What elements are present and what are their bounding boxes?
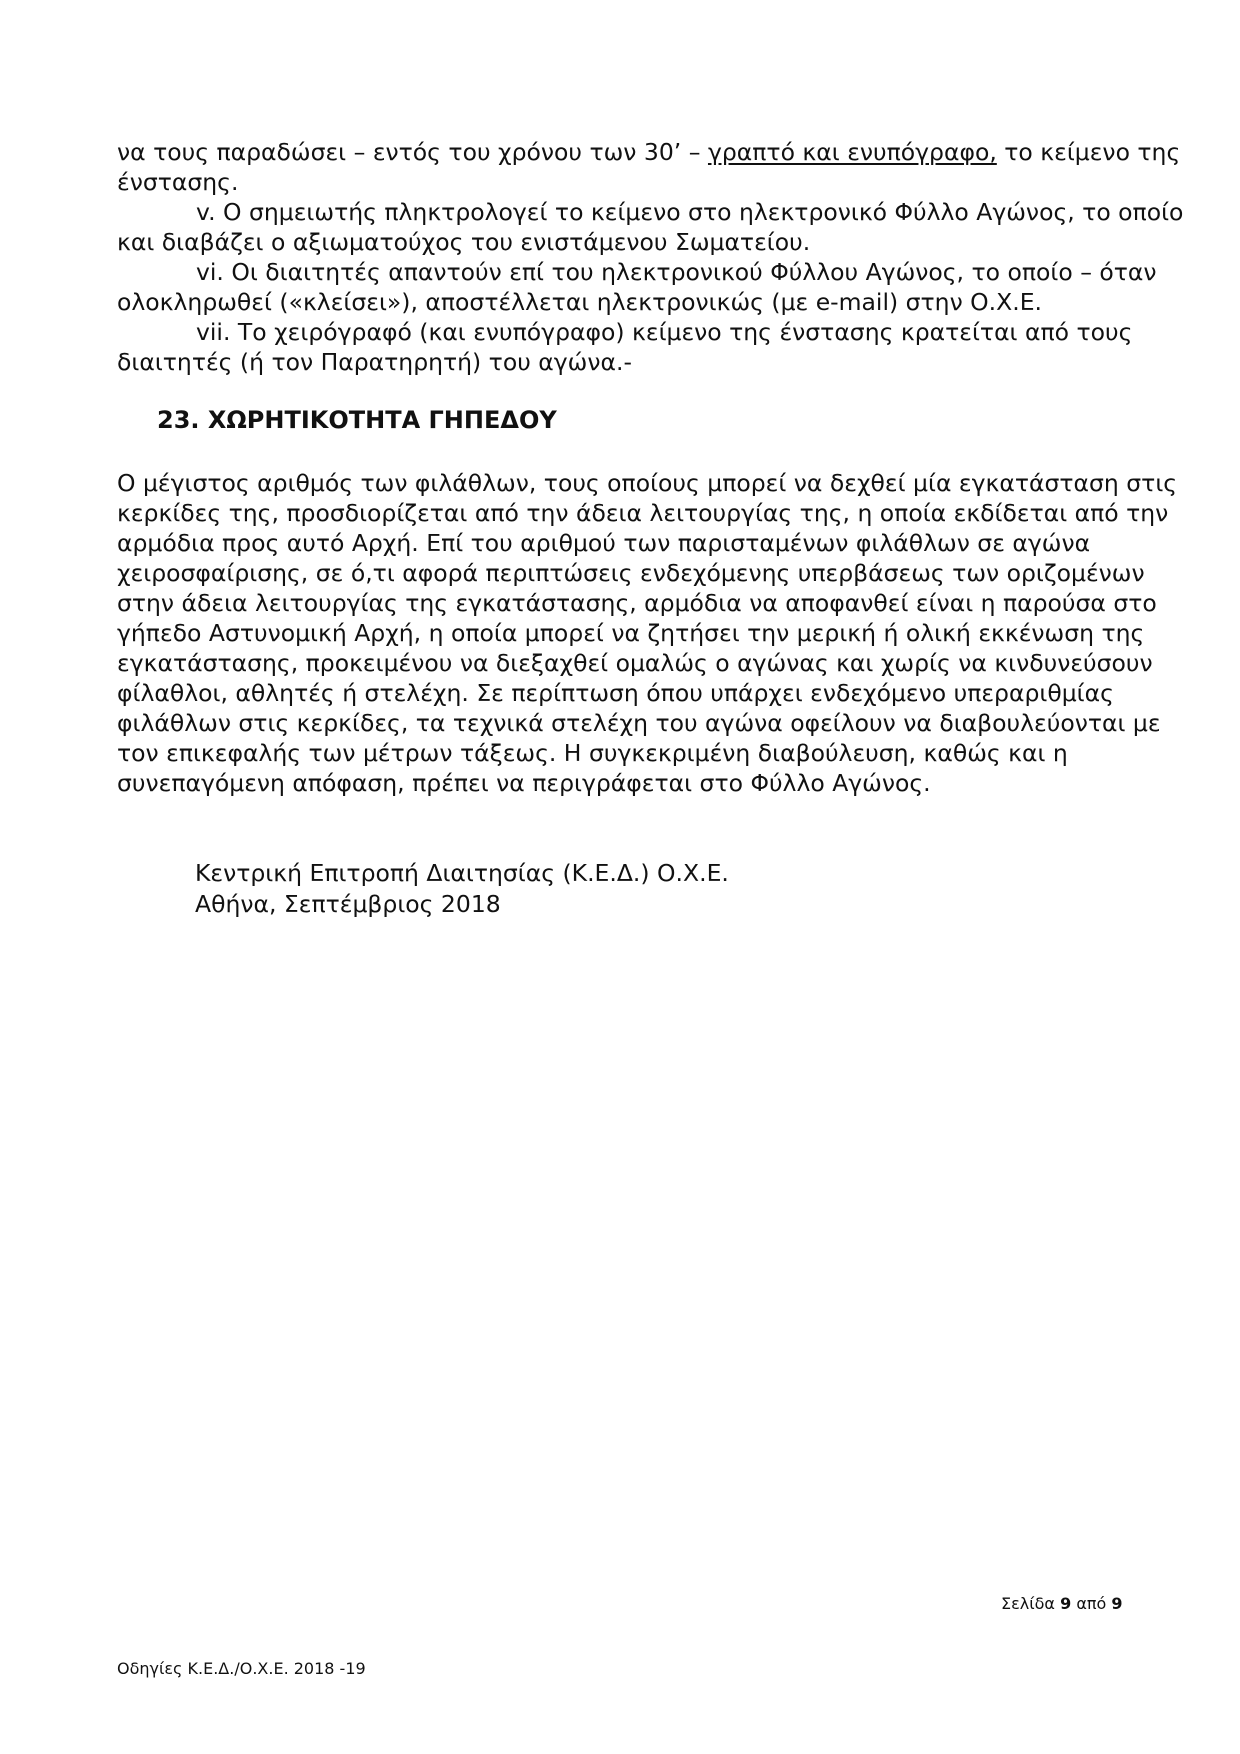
current-page: 9 <box>1060 1594 1072 1613</box>
list-item-v-cont: και διαβάζει ο αξιωματούχος του ενιστάμενου Σωματείου. <box>117 228 811 256</box>
underlined-phrase: γραπτό και ενυπόγραφο, <box>707 138 997 166</box>
committee-name: Κεντρική Επιτροπή Διαιτησίας (Κ.Ε.Δ.) Ο.Χ.Ε. <box>195 859 729 887</box>
section-heading: 23. ΧΩΡΗΤΙΚΟΤΗΤΑ ΓΗΠΕΔΟΥ <box>157 406 557 434</box>
continuation-line: ένστασης. <box>117 168 239 196</box>
total-pages: 9 <box>1111 1594 1123 1613</box>
paragraph-line: φιλάθλων στις κερκίδες, τα τεχνικά στελέχη του αγώνα οφείλουν να διαβουλεύονται με <box>117 709 1161 737</box>
paragraph-line: συνεπαγόμενη απόφαση, πρέπει να περιγράφεται στο Φύλλο Αγώνος. <box>117 769 931 797</box>
paragraph-line: τον επικεφαλής των μέτρων τάξεως. Η συγκεκριμένη διαβούλευση, καθώς και η <box>117 739 1068 767</box>
list-item-vii-cont: διαιτητές (ή τον Παρατηρητή) του αγώνα.- <box>117 348 632 376</box>
paragraph-line: κερκίδες της, προσδιορίζεται από την άδεια λειτουργίας της, η οποία εκδίδεται από την <box>117 499 1169 527</box>
list-item-v: v. Ο σημειωτής πληκτρολογεί το κείμενο στο ηλεκτρονικό Φύλλο Αγώνος, το οποίο <box>196 198 1184 226</box>
paragraph-line: στην άδεια λειτουργίας της εγκατάστασης, αρμόδια να αποφανθεί είναι η παρούσα στο <box>117 589 1157 617</box>
list-item-vi-cont: ολοκληρωθεί («κλείσει»), αποστέλλεται ηλεκτρονικώς (με e-mail) στην Ο.Χ.Ε. <box>117 288 1043 316</box>
paragraph-line: γήπεδο Αστυνομική Αρχή, η οποία μπορεί να ζητήσει την μερική ή ολική εκκένωση της <box>117 619 1145 647</box>
section-paragraph <box>117 468 1178 798</box>
page-of: από <box>1076 1594 1107 1613</box>
continuation-block <box>117 137 1184 377</box>
page-number <box>1001 1594 1123 1613</box>
page-label: Σελίδα <box>1001 1594 1055 1613</box>
paragraph-line: εγκατάστασης, προκειμένου να διεξαχθεί ομαλώς ο αγώνας και χωρίς να κινδυνεύσουν <box>117 649 1153 677</box>
list-item-vi: vi. Οι διαιτητές απαντούν επί του ηλεκτρονικού Φύλλου Αγώνος, το οποίο – όταν <box>196 258 1157 286</box>
paragraph-line: φίλαθλοι, αθλητές ή στελέχη. Σε περίπτωση όπου υπάρχει ενδεχόμενο υπεραριθμίας <box>117 679 1114 707</box>
place-date: Αθήνα, Σεπτέμβριος 2018 <box>195 890 501 918</box>
paragraph-line: αρμόδια προς αυτό Αρχή. Επί του αριθμού των παρισταμένων φιλάθλων σε αγώνα <box>117 529 1091 557</box>
continuation-line: να τους παραδώσει – εντός του χρόνου των 30’ – γραπτό και ενυπόγραφο, το κείμενο της <box>117 138 1181 166</box>
signature-block <box>195 858 729 920</box>
list-item-vii: vii. Το χειρόγραφό (και ενυπόγραφο) κείμενο της ένστασης κρατείται από τους <box>196 318 1133 346</box>
paragraph-line: Ο μέγιστος αριθμός των φιλάθλων, τους οποίους μπορεί να δεχθεί μία εγκατάσταση στις <box>117 469 1178 497</box>
paragraph-line: χειροσφαίρισης, σε ό,τι αφορά περιπτώσεις ενδεχόμενης υπερβάσεως των οριζομένων <box>117 559 1145 587</box>
document-footer: Οδηγίες Κ.Ε.Δ./Ο.Χ.Ε. 2018 -19 <box>117 1659 366 1678</box>
